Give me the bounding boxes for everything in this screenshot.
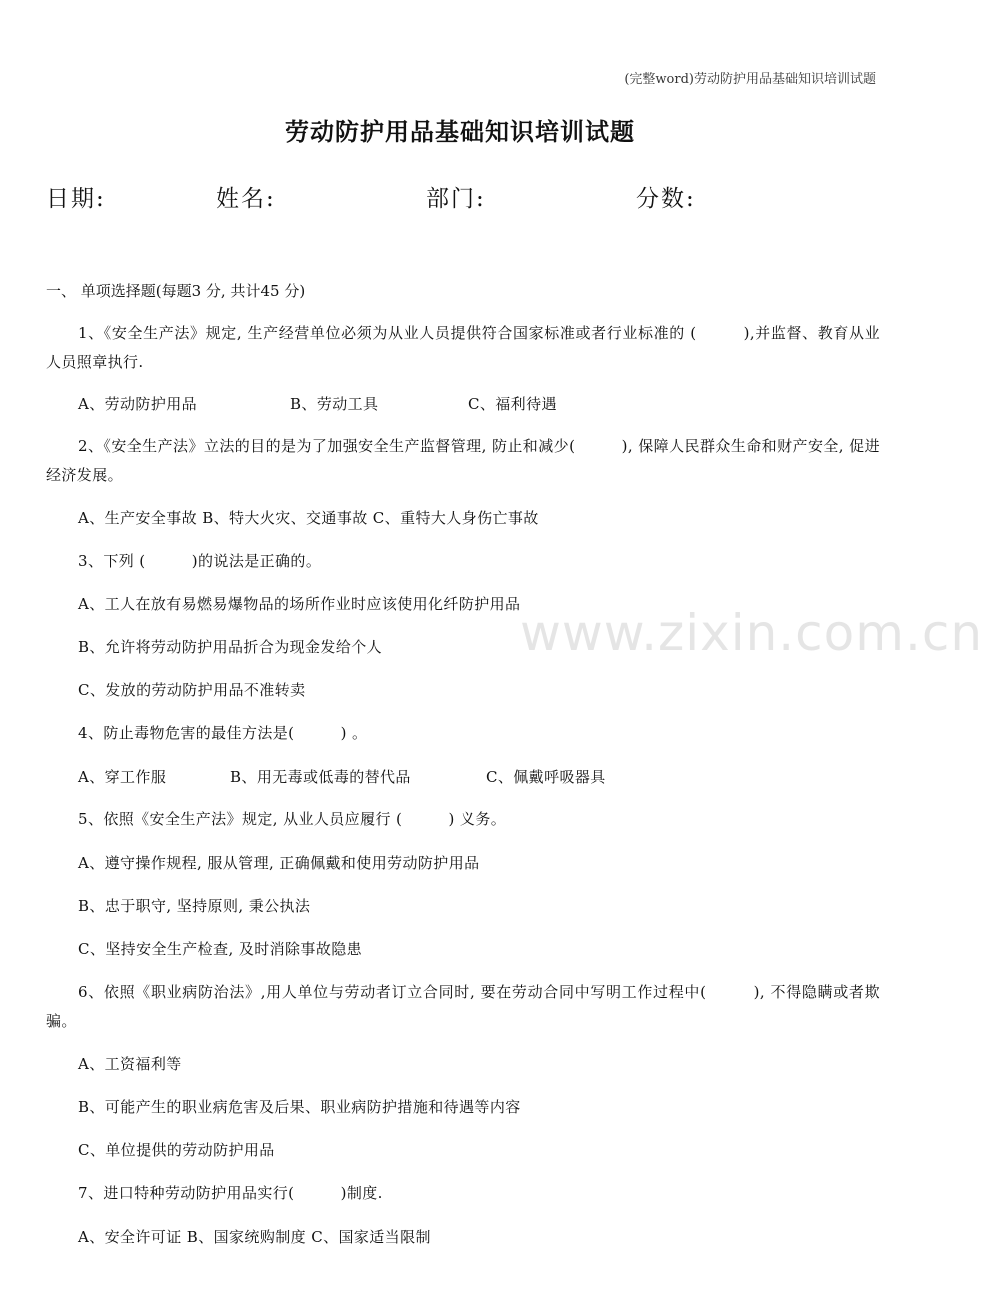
header-note: (完整word)劳动防护用品基础知识培训试题 [624, 72, 876, 87]
option-c: C、福利待遇 [468, 395, 557, 413]
question-7: 7、进口特种劳动防护用品实行( )制度. [78, 1184, 383, 1202]
option-c: C、佩戴呼吸器具 [486, 768, 606, 786]
page-title: 劳动防护用品基础知识培训试题 [285, 117, 635, 146]
option-c: C、单位提供的劳动防护用品 [78, 1141, 275, 1159]
option-b: B、劳动工具 [290, 395, 379, 413]
info-row [46, 180, 886, 214]
question-5: 5、依照《安全生产法》规定, 从业人员应履行 ( ) 义务。 [78, 810, 507, 828]
question-2-options: A、生产安全事故 B、特大火灾、交通事故 C、重特大人身伤亡事故 [78, 509, 539, 527]
question-6: 6、依照《职业病防治法》,用人单位与劳动者订立合同时, 要在劳动合同中写明工作过程中( ), 不得隐瞒或者欺骗。 [46, 983, 880, 1030]
option-b: B、忠于职守, 坚持原则, 秉公执法 [78, 897, 311, 915]
section-heading: 一、 单项选择题(每题3 分, 共计45 分) [46, 282, 306, 300]
option-a: A、工资福利等 [78, 1055, 182, 1073]
watermark: www.zixin.com.cn [520, 604, 983, 662]
option-a: A、穿工作服 [78, 768, 167, 786]
option-a: A、劳动防护用品 [78, 395, 198, 413]
name-label: 姓名: [216, 186, 276, 212]
question-4: 4、防止毒物危害的最佳方法是( ) 。 [78, 724, 368, 742]
option-c: C、发放的劳动防护用品不准转卖 [78, 681, 306, 699]
score-label: 分数: [636, 186, 696, 212]
date-label: 日期: [46, 186, 106, 212]
option-c: C、坚持安全生产检查, 及时消除事故隐患 [78, 940, 363, 958]
option-b: B、用无毒或低毒的替代品 [230, 768, 411, 786]
question-4-options [78, 766, 638, 788]
question-1: 1、《安全生产法》规定, 生产经营单位必须为从业人员提供符合国家标准或者行业标准的 ( ),并监督、教育从业人员照章执行. [46, 324, 880, 371]
option-b: B、可能产生的职业病危害及后果、职业病防护措施和待遇等内容 [78, 1098, 521, 1116]
question-7-options: A、安全许可证 B、国家统购制度 C、国家适当限制 [78, 1228, 431, 1246]
option-a: A、工人在放有易燃易爆物品的场所作业时应该使用化纤防护用品 [78, 595, 521, 613]
question-3: 3、下列 ( )的说法是正确的。 [78, 552, 322, 570]
option-a: A、遵守操作规程, 服从管理, 正确佩戴和使用劳动防护用品 [78, 854, 480, 872]
option-b: B、允许将劳动防护用品折合为现金发给个人 [78, 638, 383, 656]
question-2: 2、《安全生产法》立法的目的是为了加强安全生产监督管理, 防止和减少( ), 保障人民群众生命和财产安全, 促进经济发展。 [46, 437, 880, 484]
dept-label: 部门: [426, 186, 486, 212]
question-1-options [78, 393, 638, 415]
